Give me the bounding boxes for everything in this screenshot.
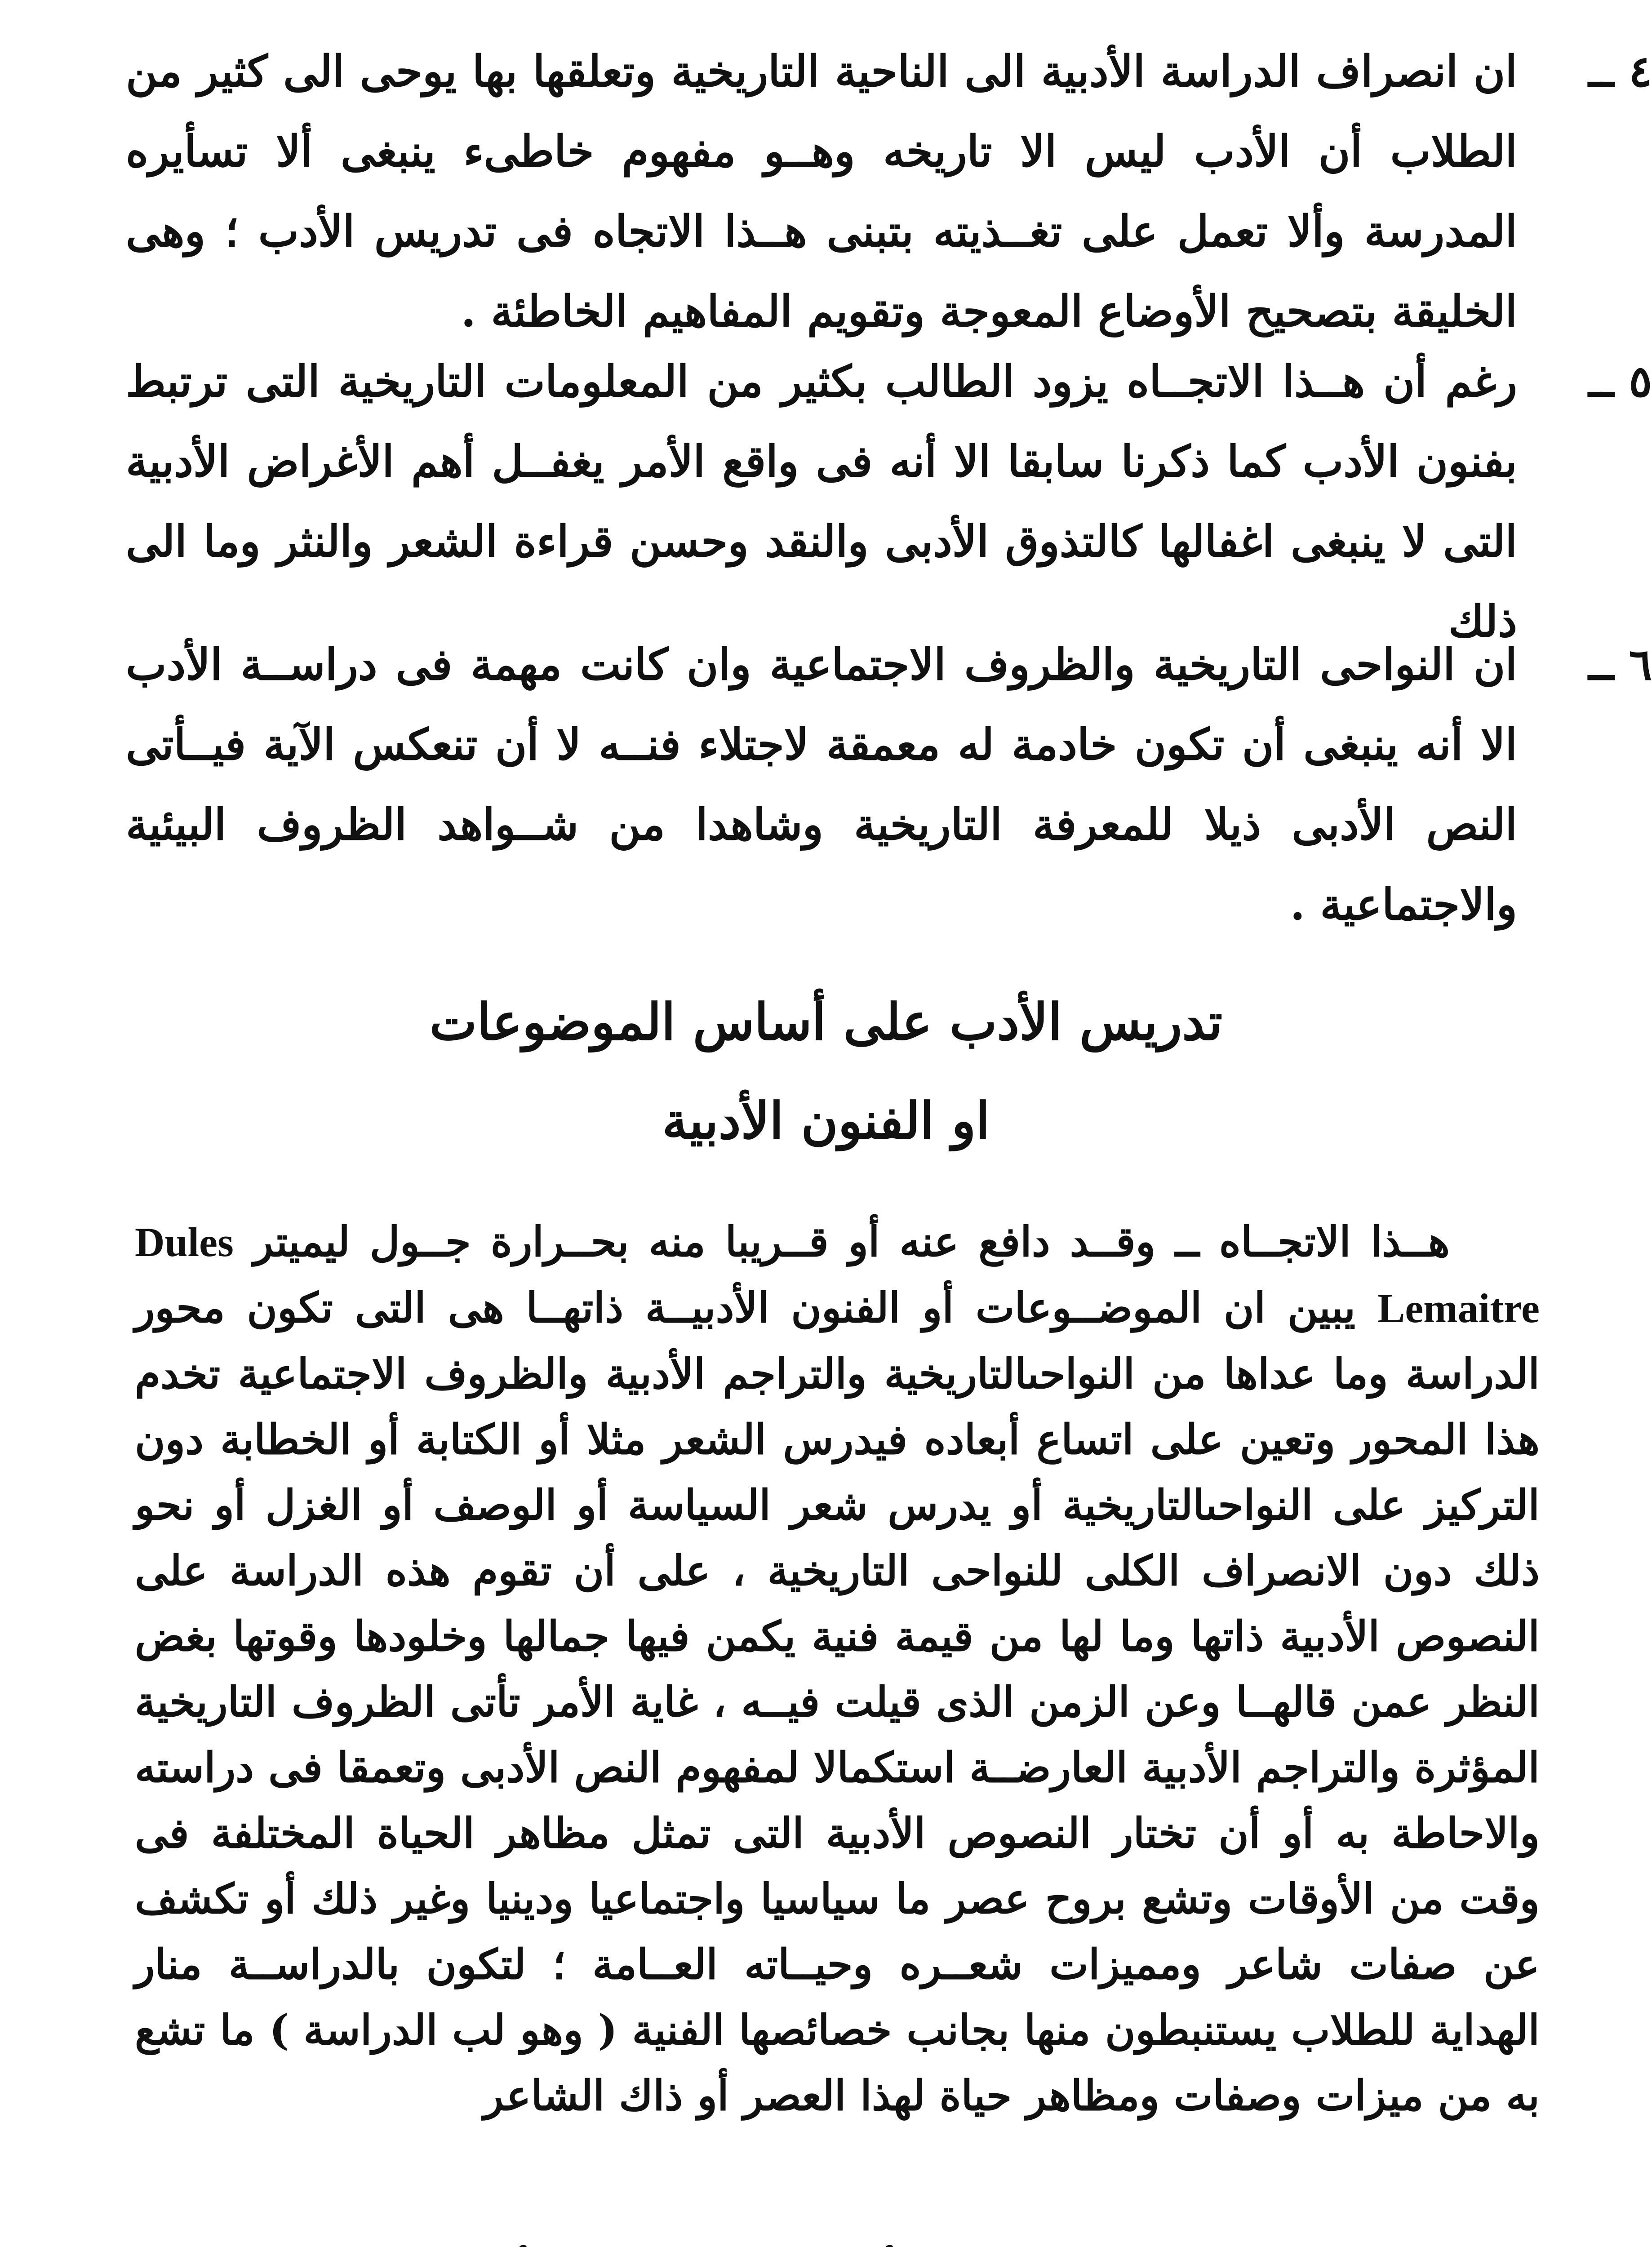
numbered-item-6 <box>126 625 1652 945</box>
section-heading-line-1: تدريس الأدب على أساس الموضوعات <box>429 993 1223 1052</box>
body-paragraph-2 <box>135 2238 1540 2247</box>
numbered-item-5 <box>126 342 1652 662</box>
item-number: ٤ ــ <box>1588 46 1652 97</box>
paragraph-text-rest: يبين ان الموضــوعات أو الفنون الأدبيــة ذاتهــا هى التى تكون محور الدراسة وما عداها من النواحىالتاريخية والتراجم الأدبية والظروف الاجتماعية تخدم هذا المحور وتعين على اتساع أبعاده فيدرس الشعر مثلا أو الكتابة أو الخطابة دون التركيز على النواحىالتاريخية أو يدرس شعر السياسة أو الوصف أو الغزل أو نحو ذلك دون الانصراف الكلى للنواحى التاريخية ، على أن تقوم هذه الدراسة على النصوص الأدبية ذاتها وما لها من قيمة فنية يكمن فيها جمالها وخلودها وقوتها بغض النظر عمن قالهــا وعن الزمن الذى قيلت فيــه ، غاية الأمر تأتى الظروف التاريخية المؤثرة والتراجم الأدبية العارضــة استكمالا لمفهوم النص الأدبى وتعمقا فى دراسته والاحاطة به أو أن تختار النصوص الأدبية التى تمثل مظاهر الحياة المختلفة فى وقت من الأوقات وتشع بروح عصر ما سياسيا واجتماعيا ودينيا وغير ذلك أو تكشف عن صفات شاعر ومميزات شعــره وحيــاته العــامة ؛ لتكون بالدراســة منار الهداية للطلاب يستنبطون منها بجانب خصائصها الفنية ( وهو لب الدراسة ) ما تشع به من ميزات وصفات ومظاهر حياة لهذا العصر أو ذاك الشاعر <box>135 1283 1540 2120</box>
section-heading-line-2: او الفنون الأدبية <box>662 1092 990 1150</box>
item-text: رغم أن هــذا الاتجــاه يزود الطالب بكثير من المعلومات التاريخية التى ترتبط بفنون الأدب كما ذكرنا سابقا الا أنه فى واقع الأمر يغفــل أهم الأغراض الأدبية التى لا ينبغى اغفالها كالتذوق الأدبى والنقد وحسن قراءة الشعر والنثر وما الى ذلك <box>126 356 1517 647</box>
body-paragraph-1 <box>135 1209 1540 2128</box>
item-number: ٥ ــ <box>1588 356 1652 407</box>
latin-author-name: Dules Lemaitre <box>135 1219 1540 1331</box>
item-text: ان انصراف الدراسة الأدبية الى الناحية التاريخية وتعلقها بها يوحى الى كثير من الطلاب أن الأدب ليس الا تاريخه وهــو مفهوم خاطىء ينبغى ألا تسأيره المدرسة وألا تعمل على تغــذيته بتبنى هــذا الاتجاه فى تدريس الأدب ؛ وهى الخليقة بتصحيح الأوضاع المعوجة وتقويم المفاهيم الخاطئة . <box>126 46 1518 337</box>
numbered-item-4 <box>126 31 1652 351</box>
item-number: ٦ ــ <box>1588 639 1652 690</box>
item-text: ان النواحى التاريخية والظروف الاجتماعية وان كانت مهمة فى دراســة الأدب الا أنه ينبغى أن تكون خادمة له معمقة لاجتلاء فنــه لا أن تنعكس الآية فيــأتى النص الأدبى ذيلا للمعرفة التاريخية وشاهدا من شــواهد الظروف البيئية والاجتماعية . <box>126 639 1518 930</box>
paragraph-text-start: هــذا الاتجــاه ــ وقــد دافع عنه أو قــريبا منه بحــرارة جــول ليميتر <box>253 1217 1450 1266</box>
